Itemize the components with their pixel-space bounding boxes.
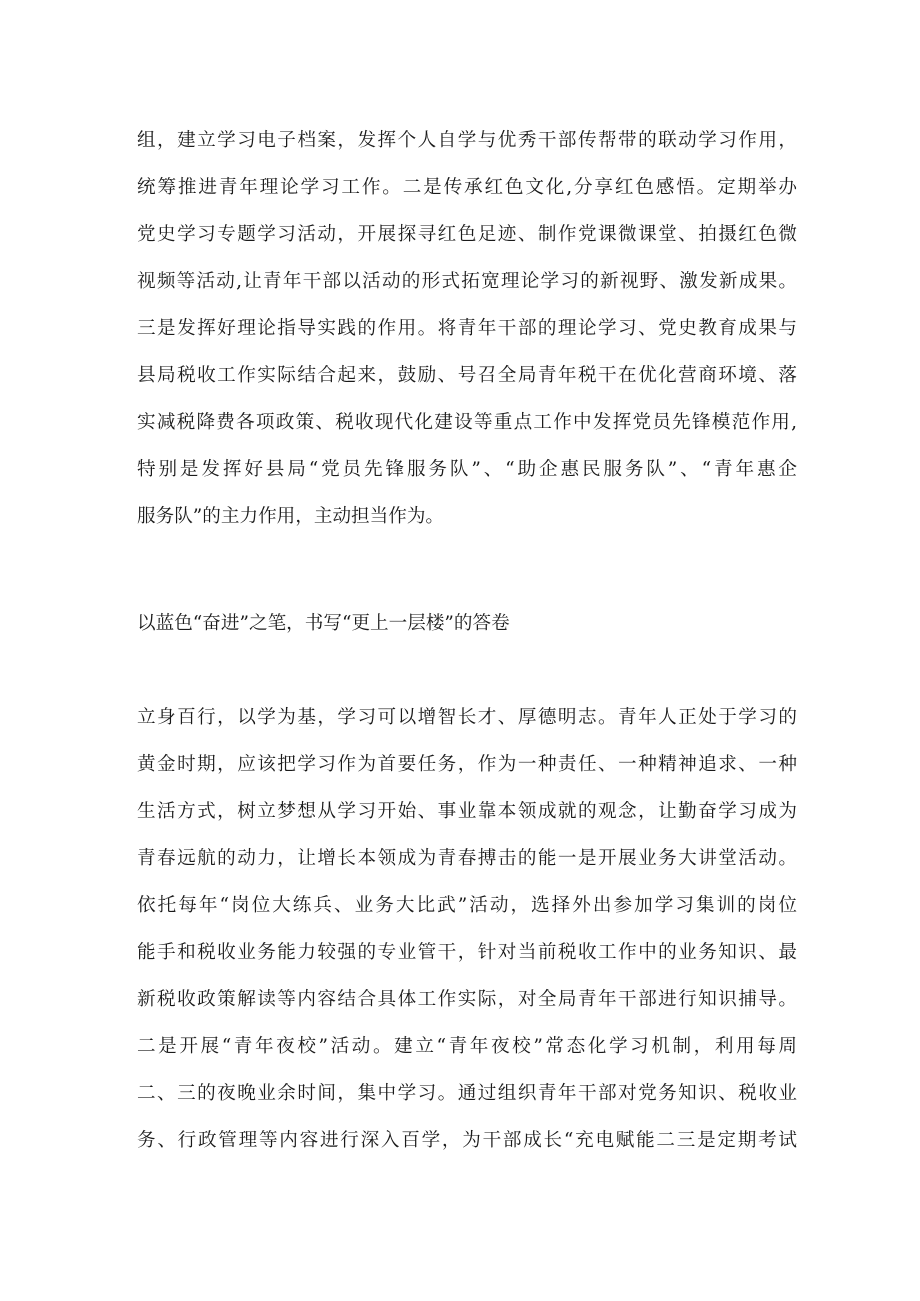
paragraph-line: 二是开展“青年夜校”活动。建立“青年夜校”常态化学习机制，利用每周: [137, 1036, 797, 1057]
paragraph-learning: [137, 694, 797, 1164]
paragraph-line: 务、行政管理等内容进行深入百学，为干部成长“充电赋能二三是定期考试: [137, 1130, 797, 1151]
paragraph-line: 依托每年“岗位大练兵、业务大比武”活动，选择外出参加学习集训的岗位: [137, 895, 797, 916]
paragraph-line: 组，建立学习电子档案，发挥个人自学与优秀干部传帮带的联动学习作用，: [137, 130, 797, 151]
paragraph-line: 生活方式，树立梦想从学习开始、事业靠本领成就的观念，让勤奋学习成为: [137, 801, 797, 822]
paragraph-line: 立身百行，以学为基，学习可以增智长才、厚德明志。青年人正处于学习的: [137, 707, 797, 728]
paragraph-line: 黄金时期，应该把学习作为首要任务，作为一种责任、一种精神追求、一种: [137, 754, 797, 775]
section-heading: 以蓝色“奋进”之笔，书写“更上一层楼”的答卷: [137, 613, 510, 634]
paragraph-line: 能手和税收业务能力较强的专业管干，针对当前税收工作中的业务知识、最: [137, 942, 797, 963]
paragraph-line: 视频等活动,让青年干部以活动的形式拓宽理论学习的新视野、激发新成果。: [137, 271, 797, 292]
paragraph-line: 特别是发挥好县局“党员先锋服务队”、“助企惠民服务队”、“青年惠企: [137, 459, 797, 480]
paragraph-line: 服务队”的主力作用，主动担当作为。: [137, 506, 445, 527]
paragraph-line: 青春远航的动力，让增长本领成为青春搏击的能一是开展业务大讲堂活动。: [137, 848, 797, 869]
paragraph-line: 三是发挥好理论指导实践的作用。将青年干部的理论学习、党史教育成果与: [137, 318, 797, 339]
paragraph-line: 实减税降费各项政策、税收现代化建设等重点工作中发挥党员先锋模范作用,: [137, 412, 797, 433]
paragraph-line: 二、三的夜晚业余时间，集中学习。通过组织青年干部对党务知识、税收业: [137, 1083, 797, 1104]
paragraph-line: 统筹推进青年理论学习工作。二是传承红色文化,分享红色感悟。定期举办: [137, 177, 797, 198]
paragraph-line: 新税收政策解读等内容结合具体工作实际，对全局青年干部进行知识捕导。: [137, 989, 797, 1010]
paragraph-study-archive: [137, 117, 797, 540]
paragraph-line: 党史学习专题学习活动，开展探寻红色足迹、制作党课微课堂、拍摄红色微: [137, 224, 797, 245]
paragraph-line: 县局税收工作实际结合起来，鼓励、号召全局青年税干在优化营商环境、落: [137, 365, 797, 386]
